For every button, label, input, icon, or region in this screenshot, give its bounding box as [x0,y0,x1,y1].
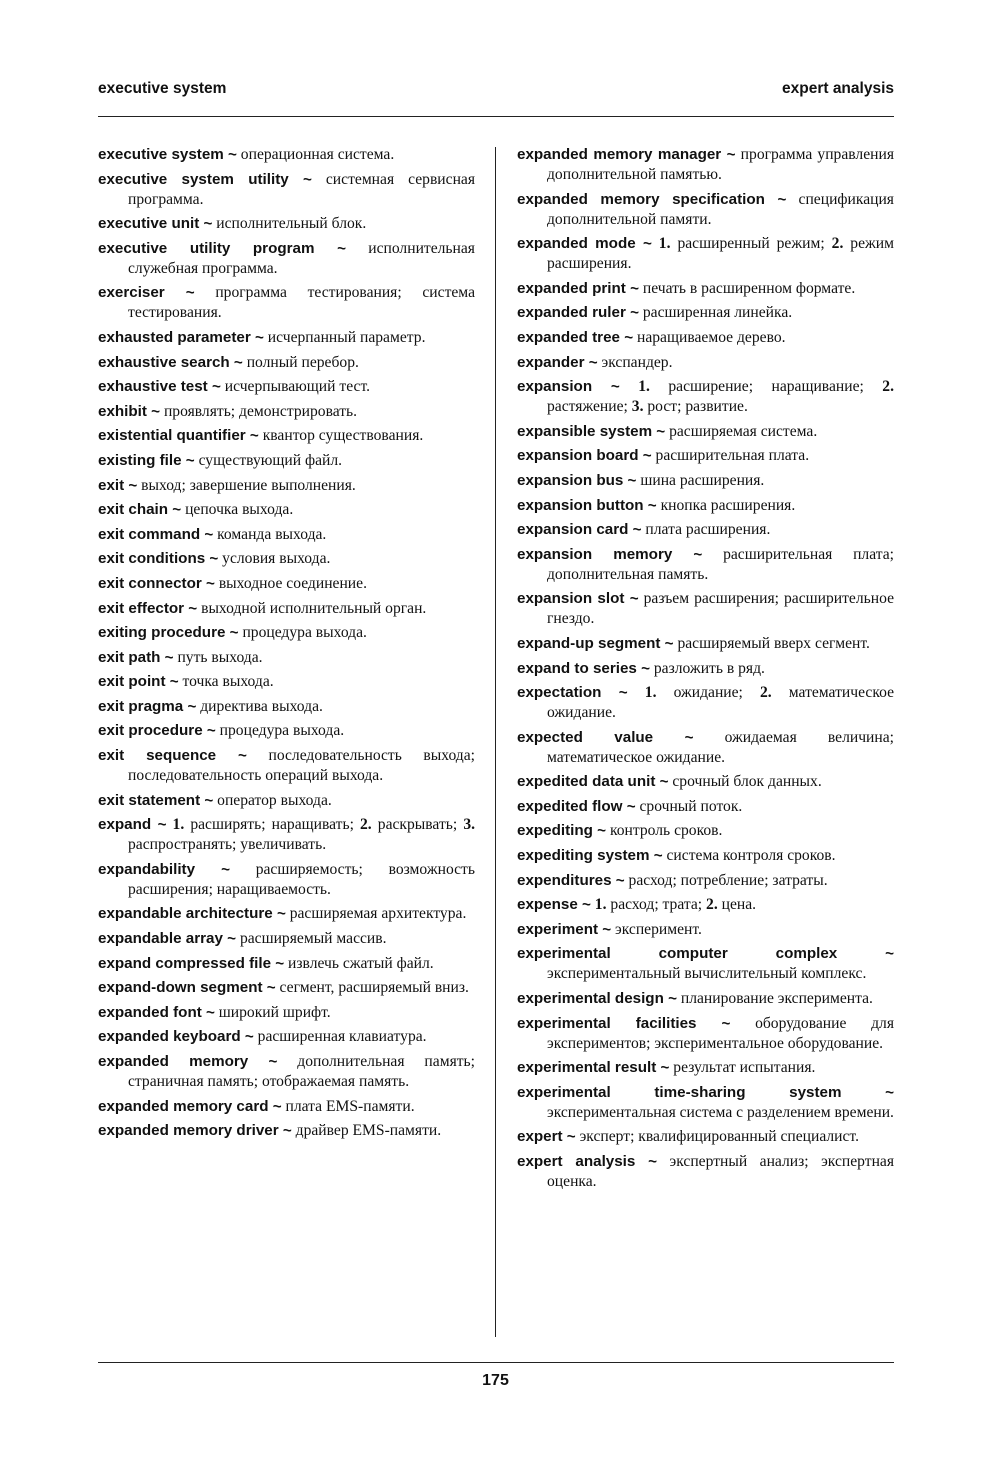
entry-term: expandability ~ [98,860,230,878]
dictionary-entry [98,1052,475,1092]
sense-number: 1. [172,816,185,834]
entry-term: expansion bus ~ [517,471,637,489]
entry-term: expanded mode ~ [517,235,652,253]
entry-term: expanded keyboard ~ [98,1028,254,1046]
entry-term: expand to series ~ [517,659,650,677]
entry-term: executive utility program ~ [98,239,346,257]
entry-term: expansible system ~ [517,422,666,440]
dictionary-entry [98,721,475,741]
sense-number: 2. [360,816,372,834]
entry-definition: расширяемость; возможность расширения; наращиваемость. [128,860,475,898]
running-head-right: expert analysis [781,80,894,97]
dictionary-entry [517,471,894,491]
sense-number: 3. [463,816,476,834]
dictionary-entry [517,920,894,940]
entry-definition: экспериментальная система с разделением времени. [547,1103,894,1121]
entry-term: expense ~ [517,896,591,914]
dictionary-entry [517,377,894,417]
entry-term: exhaustive search ~ [98,353,243,371]
dictionary-entry [517,145,894,185]
dictionary-entry [517,944,894,984]
entry-term: exerciser ~ [98,284,195,302]
entry-definition: путь выхода. [177,648,263,666]
entry-definition: система контроля сроков. [666,847,836,865]
entry-term: expansion slot ~ [517,590,639,608]
entry-definition: извлечь сжатый файл. [288,954,434,972]
entry-term: expansion card ~ [517,521,642,539]
entry-definition: последовательность выхода; последовательность операций выхода. [128,747,475,785]
entry-term: expanded print ~ [517,279,639,297]
entry-term: expansion memory ~ [517,545,703,563]
sense-number: 2. [882,378,894,396]
column-divider [495,147,496,1337]
entry-definition: команда выхода. [217,525,327,543]
entry-definition: проявлять; демонстрировать. [163,402,358,420]
entry-term: expandable array ~ [98,930,237,948]
dictionary-entry [517,422,894,442]
entry-term: expert ~ [517,1128,576,1146]
entry-term: experimental computer complex ~ [517,945,894,963]
entry-term: expanded ruler ~ [517,304,639,322]
dictionary-entry [98,476,475,496]
dictionary-entry [98,353,475,373]
dictionary-entry [517,589,894,629]
dictionary-entry [517,728,894,768]
dictionary-entry [98,860,475,900]
entry-definition: программа управления дополнительной памятью. [547,146,894,183]
dictionary-entry [98,904,475,924]
entry-definition: выход; завершение выполнения. [141,476,356,494]
dictionary-entry [517,772,894,792]
sense-number: 2. [706,896,718,914]
dictionary-entry [517,328,894,348]
dictionary-entry [517,989,894,1009]
dictionary-entry [98,426,475,446]
running-head [98,80,894,102]
entry-term: exit procedure ~ [98,722,216,740]
dictionary-entry [98,978,475,998]
dictionary-entry [517,446,894,466]
dictionary-entry [98,525,475,545]
entry-definition: существующий файл. [198,451,343,469]
entry-term: exit sequence ~ [98,747,247,765]
entry-term: expanded tree ~ [517,328,634,346]
entry-definition: расширяемый вверх сегмент. [677,634,870,652]
entry-definition: расширенная клавиатура. [257,1028,427,1046]
entry-definition: процедура выхода. [219,722,345,740]
dictionary-entry [517,797,894,817]
entry-definition: квантор существования. [262,427,424,445]
entry-definition: точка выхода. [182,673,274,691]
dictionary-entry [98,549,475,569]
entry-definition: исполнительный блок. [216,215,367,233]
dictionary-entry [517,496,894,516]
entry-definition: исчерпывающий тест. [224,378,370,396]
entry-definition: планирование эксперимента. [680,990,873,1008]
dictionary-entry [98,377,475,397]
entry-definition: эксперимент. [615,920,702,938]
dictionary-entry [517,634,894,654]
entry-definition: расширяемый массив. [239,930,387,948]
dictionary-entry [517,1014,894,1054]
entry-term: expanded memory manager ~ [517,146,736,163]
entry-definition: расширительная плата; дополнительная память. [547,545,894,583]
entry-definition: выходное соединение. [218,574,367,592]
entry-term: expander ~ [517,353,598,371]
sense-number: 2. [831,235,844,253]
entry-definition: экспериментальный вычислительный комплекс. [547,965,867,983]
entry-definition: оператор выхода. [217,791,332,809]
entry-definition: эксперт; квалифицированный специалист. [579,1128,859,1146]
footer-rule [98,1362,894,1363]
entry-term: expansion board ~ [517,447,652,465]
entry-definition: наращиваемое дерево. [636,328,786,346]
header-rule [98,116,894,117]
sense-number: 1. [638,378,650,396]
entry-definition: оборудование для экспериментов; экспериментальное оборудование. [547,1014,894,1052]
entry-term: existential quantifier ~ [98,427,259,445]
entry-definition: директива выхода. [200,697,323,715]
entry-definition: 1. расход; трата; 2. цена. [594,896,757,914]
dictionary-entry [517,1083,894,1123]
entry-definition: срочный блок данных. [672,773,822,791]
entry-definition: полный перебор. [246,353,359,371]
dictionary-entry [517,545,894,585]
entry-term: exhausted parameter ~ [98,328,264,346]
entry-definition: операционная система. [240,146,395,163]
entry-term: experiment ~ [517,920,612,938]
entry-term: expert analysis ~ [517,1153,658,1170]
entry-term: experimental result ~ [517,1059,670,1077]
dictionary-entry [98,599,475,619]
entry-term: expectation ~ [517,684,628,702]
dictionary-entry [517,871,894,891]
entry-term: expansion button ~ [517,496,657,514]
dictionary-entry [98,1027,475,1047]
entry-term: exhibit ~ [98,402,161,420]
dictionary-entry [517,683,894,723]
entry-definition: 1. расширять; наращивать; 2. раскрывать; 3. распространять; увеличивать. [128,816,476,854]
entry-term: exit effector ~ [98,599,198,617]
entry-definition: разъем расширения; расширительное гнездо. [547,590,894,628]
dictionary-entry [517,234,894,274]
dictionary-entry [98,170,475,210]
entry-definition: расход; потребление; затраты. [628,871,828,889]
entry-definition: дополнительная память; страничная память; отображаемая память. [128,1053,475,1090]
entry-term: expand-down segment ~ [98,979,276,997]
entry-definition: 1. ожидание; 2. математическое ожидание. [547,684,895,722]
dictionary-entry [517,846,894,866]
entry-definition: плата EMS-памяти. [285,1097,415,1115]
entry-definition: кнопка расширения. [660,496,796,514]
entry-definition: исполнительная служебная программа. [128,239,475,277]
entry-definition: срочный поток. [639,797,743,815]
entry-definition: расширяемая архитектура. [289,905,467,923]
entry-term: expand-up segment ~ [517,634,674,652]
entry-term: expected value ~ [517,728,694,746]
entry-definition: процедура выхода. [242,624,367,642]
dictionary-entry [98,1121,475,1141]
entry-term: executive system utility ~ [98,170,312,188]
entry-definition: печать в расширенном формате. [642,279,856,297]
entry-definition: экспертный анализ; экспертная оценка. [547,1153,895,1190]
dictionary-entry [98,1003,475,1023]
entry-term: exit statement ~ [98,791,214,809]
entry-term: expanded memory specification ~ [517,190,787,208]
sense-number: 1. [644,684,657,702]
entry-term: exit path ~ [98,648,174,666]
entry-term: expanded font ~ [98,1003,215,1021]
entry-definition: расширенная линейка. [642,304,793,322]
entry-definition: 1. расширенный режим; 2. режим расширения. [547,235,895,273]
dictionary-entry [517,190,894,230]
dictionary-entry [98,815,475,855]
entry-term: exit connector ~ [98,574,215,592]
entry-definition: широкий шрифт. [218,1003,331,1021]
dictionary-entry [517,1058,894,1078]
entry-definition: результат испытания. [673,1059,816,1077]
entry-definition: расширяемая система. [669,422,818,440]
entry-definition: системная сервисная программа. [128,170,476,208]
entry-term: exit pragma ~ [98,697,197,715]
dictionary-entry [98,214,475,234]
entry-term: expandable architecture ~ [98,905,286,923]
dictionary-entry [517,303,894,323]
entry-definition: экспандер. [601,353,673,371]
dictionary-entry [98,328,475,348]
dictionary-entry [517,1152,894,1192]
entry-term: expediting ~ [517,822,607,840]
entry-term: expanded memory ~ [98,1053,278,1070]
entry-definition: условия выхода. [222,550,331,568]
entry-term: expand compressed file ~ [98,954,285,972]
dictionary-entry [98,239,475,279]
entry-definition: контроль сроков. [609,822,723,840]
entry-term: exit ~ [98,476,138,494]
dictionary-entry [98,574,475,594]
dictionary-entry [98,283,475,323]
dictionary-entry [98,954,475,974]
entry-definition: ожидаемая величина; математическое ожидание. [547,728,894,766]
entry-definition: исчерпанный параметр. [267,328,426,346]
entry-term: exit command ~ [98,525,214,543]
left-column [98,145,475,1146]
entry-term: expedited flow ~ [517,797,636,815]
dictionary-entry [98,145,475,165]
entry-term: exit conditions ~ [98,550,219,568]
entry-definition: выходной исполнительный орган. [201,599,427,617]
entry-term: experimental design ~ [517,990,677,1008]
dictionary-entry [517,659,894,679]
sense-number: 2. [760,684,772,702]
dictionary-entry [98,648,475,668]
page-number: 175 [482,1372,509,1389]
sense-number: 1. [594,896,607,914]
dictionary-entry [98,929,475,949]
entry-term: executive unit ~ [98,215,213,233]
dictionary-entry [517,1127,894,1147]
entry-term: exhaustive test ~ [98,378,221,396]
entry-definition: спецификация дополнительной памяти. [547,190,894,228]
sense-number: 1. [658,235,671,253]
entry-definition: шина расширения. [640,471,765,489]
entry-term: exit chain ~ [98,501,182,519]
dictionary-entry [517,353,894,373]
entry-term: existing file ~ [98,451,195,469]
dictionary-entry [517,279,894,299]
entry-term: experimental time-sharing system ~ [517,1083,894,1101]
entry-term: executive system ~ [98,146,237,163]
entry-term: expanded memory driver ~ [98,1122,292,1140]
dictionary-entry [517,895,894,915]
entry-term: experimental facilities ~ [517,1014,731,1032]
entry-definition: расширительная плата. [655,447,810,465]
entry-definition: сегмент, расширяемый вниз. [279,979,469,997]
entry-definition: драйвер EMS-памяти. [295,1122,442,1140]
dictionary-entry [517,821,894,841]
dictionary-entry [98,672,475,692]
sense-number: 3. [631,398,644,416]
entry-term: expand ~ [98,816,167,834]
entry-definition: 1. расширение; наращивание; 2. растяжение; 3. рост; развитие. [547,378,894,416]
entry-definition: программа тестирования; система тестирования. [128,284,475,322]
entry-term: expansion ~ [517,378,620,396]
entry-term: exiting procedure ~ [98,624,239,642]
entry-term: expenditures ~ [517,871,625,889]
entry-term: expanded memory card ~ [98,1097,282,1115]
dictionary-entry [517,520,894,540]
dictionary-entry [98,500,475,520]
entry-definition: плата расширения. [645,521,771,539]
entry-definition: разложить в ряд. [653,659,765,677]
entry-term: expediting system ~ [517,847,663,865]
dictionary-entry [98,402,475,422]
dictionary-entry [98,746,475,786]
dictionary-entry [98,697,475,717]
running-head-left: executive system [98,80,227,97]
entry-definition: цепочка выхода. [185,501,294,519]
dictionary-entry [98,623,475,643]
dictionary-entry [98,1097,475,1117]
entry-term: exit point ~ [98,673,179,691]
entry-term: expedited data unit ~ [517,773,669,791]
dictionary-entry [98,451,475,471]
dictionary-entry [98,791,475,811]
right-column [517,145,894,1197]
